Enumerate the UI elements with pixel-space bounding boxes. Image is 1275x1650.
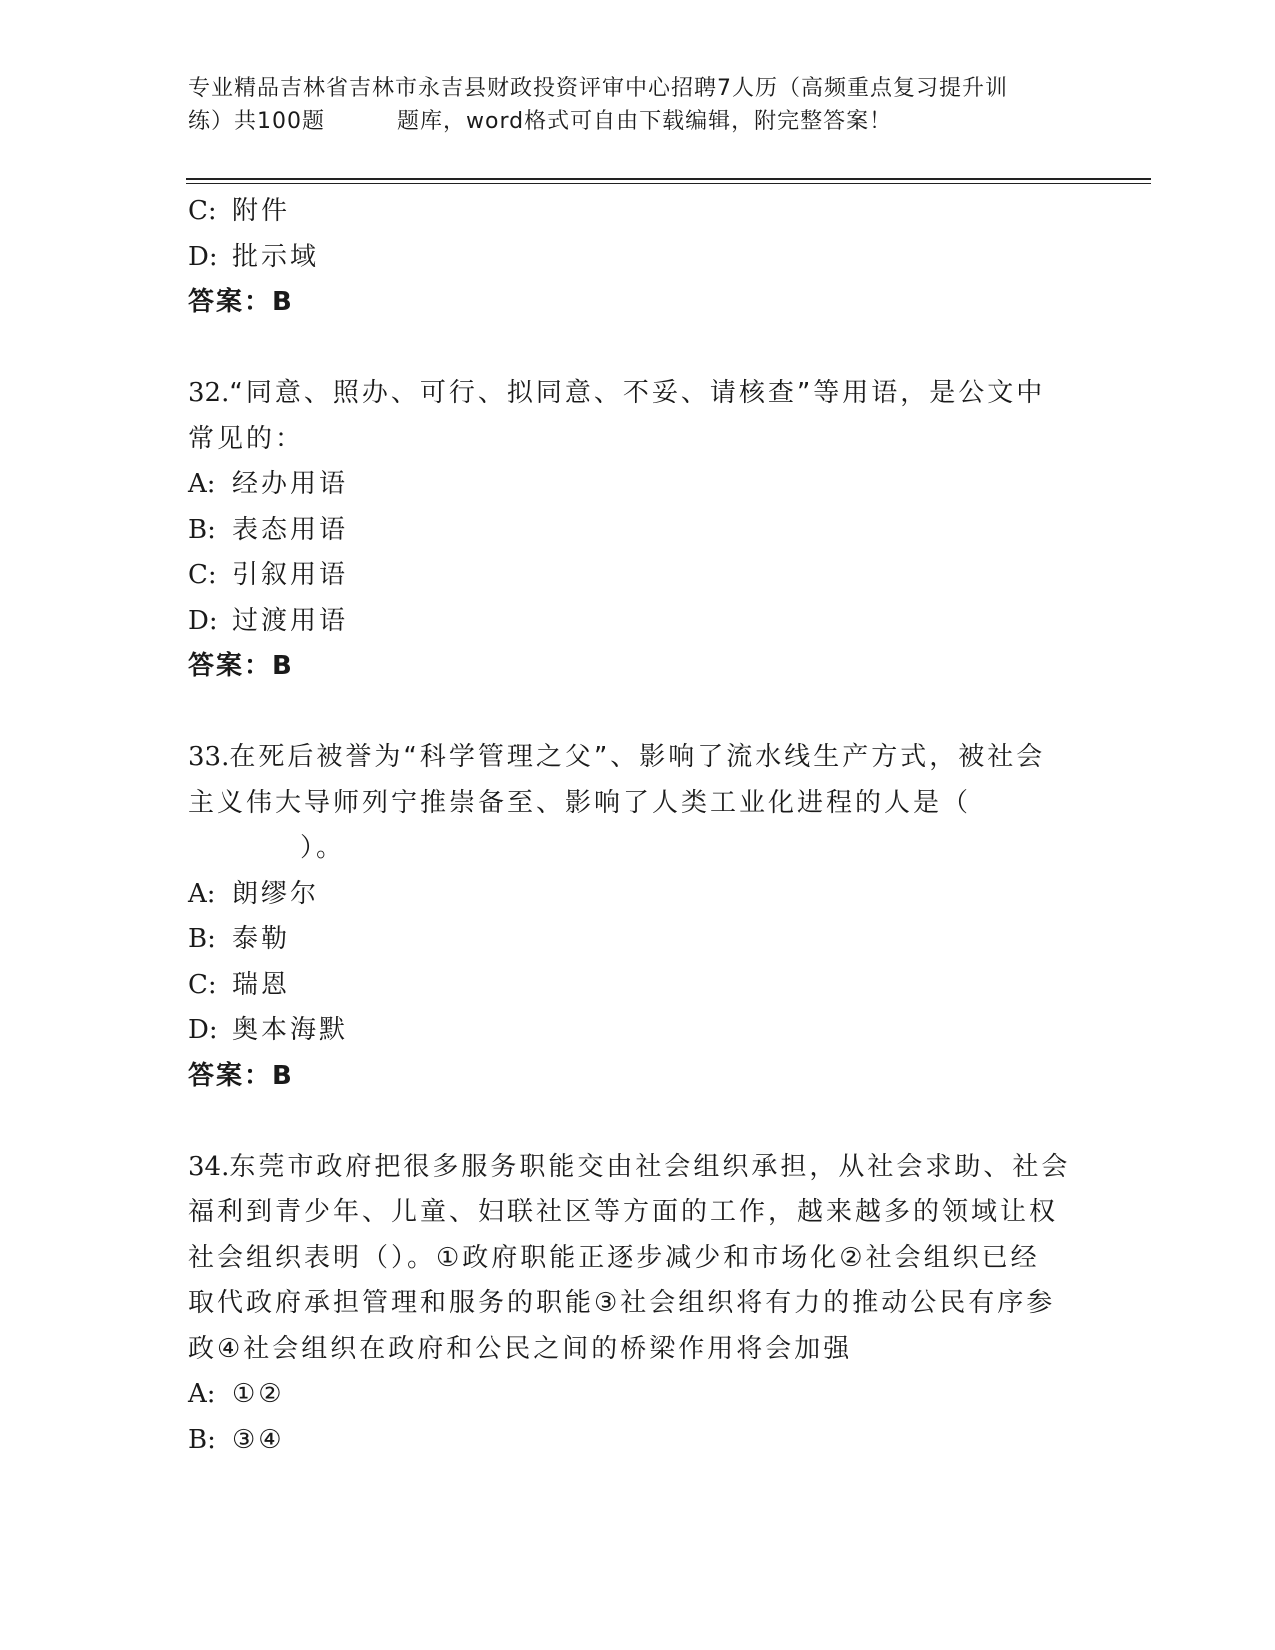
option-a: A: 经办用语 [188, 469, 349, 499]
header-divider-thick [186, 178, 1151, 180]
question-stem-line: 32.“同意、照办、可行、拟同意、不妥、请核查”等用语，是公文中 [188, 378, 1046, 408]
option-a: A: 朗缪尔 [188, 878, 320, 909]
header-title-line-2 [188, 105, 1088, 138]
option-a: A: ①② [188, 1379, 285, 1409]
header-title-part-b: 题库，word格式可自由下载编辑，附完整答案！ [397, 109, 893, 134]
question-stem-line: 主义伟大导师列宁推崇备至、影响了人类工业化进程的人是（ [188, 787, 972, 818]
option-d: D: 过渡用语 [188, 605, 349, 636]
option-c: C: 附件 [188, 196, 291, 226]
question-stem-line: 34.东莞市政府把很多服务职能交由社会组织承担，从社会求助、社会 [188, 1151, 1071, 1182]
option-c: C: 瑞恩 [188, 969, 291, 1000]
page-header [188, 72, 1088, 138]
question-stem-line: 33.在死后被誉为“科学管理之父”、影响了流水线生产方式，被社会 [188, 742, 1046, 772]
question-32 [188, 371, 1068, 690]
option-d: D: 奥本海默 [188, 1015, 349, 1045]
question-stem-line: 常见的： [188, 423, 305, 454]
question-31-tail [188, 189, 1068, 326]
option-b: B: 泰勒 [188, 924, 291, 954]
option-d: D: 批示域 [188, 241, 320, 272]
option-b: B: ③④ [188, 1424, 285, 1455]
question-stem-line: 社会组织表明（）。①政府职能正逐步减少和市场化②社会组织已经 [188, 1242, 1040, 1273]
answer-line: 答案：B [188, 1060, 294, 1091]
question-34 [188, 1145, 1071, 1464]
header-title-part-a: 练）共100题 [188, 109, 325, 134]
question-33 [188, 735, 1068, 1099]
question-list [188, 189, 1071, 1463]
question-stem-line: 取代政府承担管理和服务的职能③社会组织将有力的推动公民有序参 [188, 1288, 1056, 1318]
answer-line: 答案：B [188, 287, 294, 317]
answer-line: 答案：B [188, 651, 294, 681]
option-c: C: 引叙用语 [188, 560, 349, 590]
header-divider-thin [186, 183, 1151, 184]
header-title-line-1: 专业精品吉林省吉林市永吉县财政投资评审中心招聘7人历（高频重点复习提升训 [188, 76, 1008, 101]
question-stem-line: ）。 [300, 833, 346, 863]
option-b: B: 表态用语 [188, 514, 349, 545]
question-stem-line: 福利到青少年、儿童、妇联社区等方面的工作，越来越多的领域让权 [188, 1197, 1059, 1227]
question-stem-line: 政④社会组织在政府和公民之间的桥梁作用将会加强 [188, 1333, 853, 1364]
